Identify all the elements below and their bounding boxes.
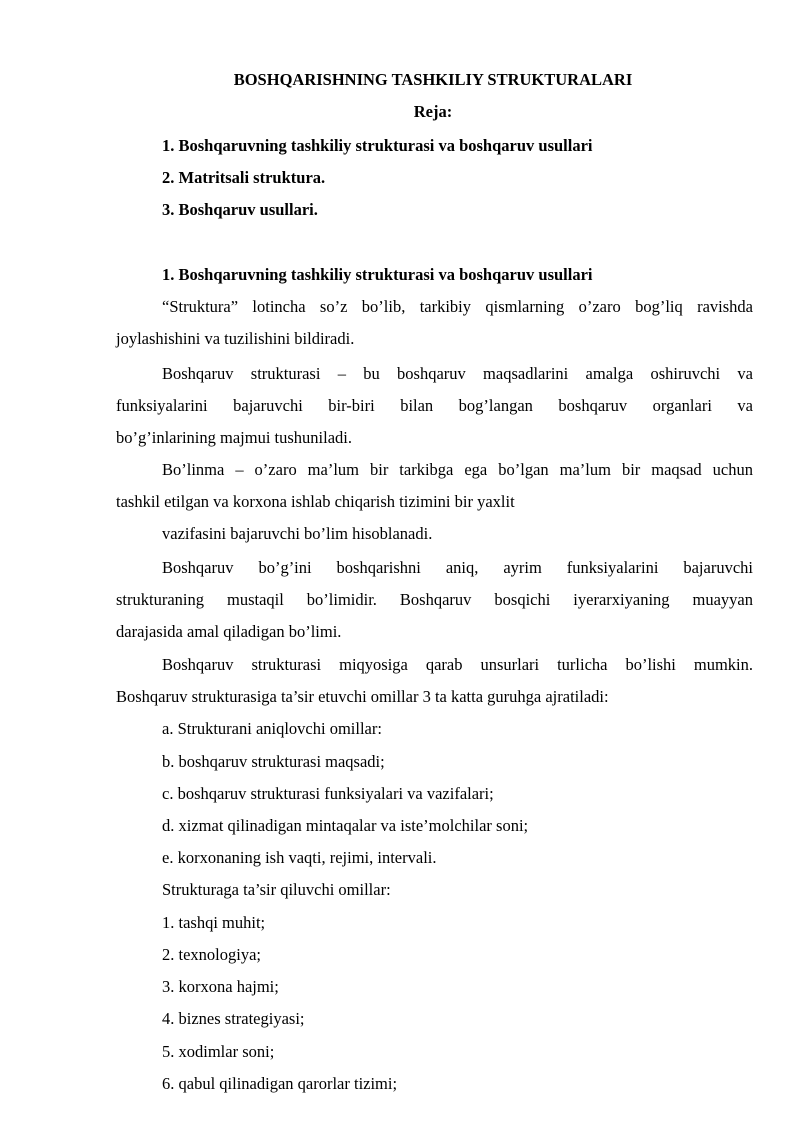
plan-item: 2. Matritsali struktura. bbox=[162, 168, 326, 187]
list-item: d. xizmat qilinadigan mintaqalar va iste’molchilar soni; bbox=[162, 816, 529, 835]
list-item: 5. xodimlar soni; bbox=[162, 1042, 275, 1061]
paragraph-line: vazifasini bajaruvchi bo’lim hisoblanadi. bbox=[162, 524, 433, 543]
plan-item: 1. Boshqaruvning tashkiliy strukturasi va boshqaruv usullari bbox=[162, 136, 593, 155]
document-title: BOSHQARISHNING TASHKILIY STRUKTURALARI bbox=[233, 70, 633, 89]
plan-item: 3. Boshqaruv usullari. bbox=[162, 200, 318, 219]
list-item: 3. korxona hajmi; bbox=[162, 977, 279, 996]
paragraph-line: Boshqaruv bo’g’ini boshqarishni aniq, ayrim funksiyalarini bajaruvchi bbox=[162, 558, 753, 577]
paragraph-line: Boshqaruv strukturasi miqyosiga qarab unsurlari turlicha bo’lishi mumkin. bbox=[162, 655, 753, 674]
paragraph-line: joylashishini va tuzilishini bildiradi. bbox=[116, 329, 355, 348]
paragraph-line: Bo’linma – o’zaro ma’lum bir tarkibga ega bo’lgan ma’lum bir maqsad uchun bbox=[162, 460, 753, 479]
paragraph-line: funksiyalarini bajaruvchi bir-biri bilan bog’langan boshqaruv organlari va bbox=[116, 396, 753, 415]
paragraph-line: tashkil etilgan va korxona ishlab chiqarish tizimini bir yaxlit bbox=[116, 492, 515, 511]
list-item: c. boshqaruv strukturasi funksiyalari va vazifalari; bbox=[162, 784, 494, 803]
paragraph-line: bo’g’inlarining majmui tushuniladi. bbox=[116, 428, 353, 447]
list-item: e. korxonaning ish vaqti, rejimi, intervali. bbox=[162, 848, 437, 867]
list-item: 6. qabul qilinadigan qarorlar tizimi; bbox=[162, 1074, 398, 1093]
paragraph-line: strukturaning mustaqil bo’limidir. Boshqaruv bosqichi iyerarxiyaning muayyan bbox=[116, 590, 753, 609]
plan-heading: Reja: bbox=[413, 102, 453, 121]
list-item: 1. tashqi muhit; bbox=[162, 913, 266, 932]
paragraph-line: darajasida amal qiladigan bo’limi. bbox=[116, 622, 342, 641]
paragraph-line: “Struktura” lotincha so’z bo’lib, tarkibiy qismlarning o’zaro bog’liq ravishda bbox=[162, 297, 753, 316]
list-item: b. boshqaruv strukturasi maqsadi; bbox=[162, 752, 385, 771]
factors-intro: Strukturaga ta’sir qiluvchi omillar: bbox=[162, 880, 391, 899]
list-item: a. Strukturani aniqlovchi omillar: bbox=[162, 719, 382, 738]
list-item: 4. biznes strategiyasi; bbox=[162, 1009, 305, 1028]
paragraph-line: Boshqaruv strukturasiga ta’sir etuvchi omillar 3 ta katta guruhga ajratiladi: bbox=[116, 687, 609, 706]
section-heading: 1. Boshqaruvning tashkiliy strukturasi va boshqaruv usullari bbox=[162, 265, 593, 284]
list-item: 2. texnologiya; bbox=[162, 945, 261, 964]
paragraph-line: Boshqaruv strukturasi – bu boshqaruv maqsadlarini amalga oshiruvchi va bbox=[162, 364, 753, 383]
